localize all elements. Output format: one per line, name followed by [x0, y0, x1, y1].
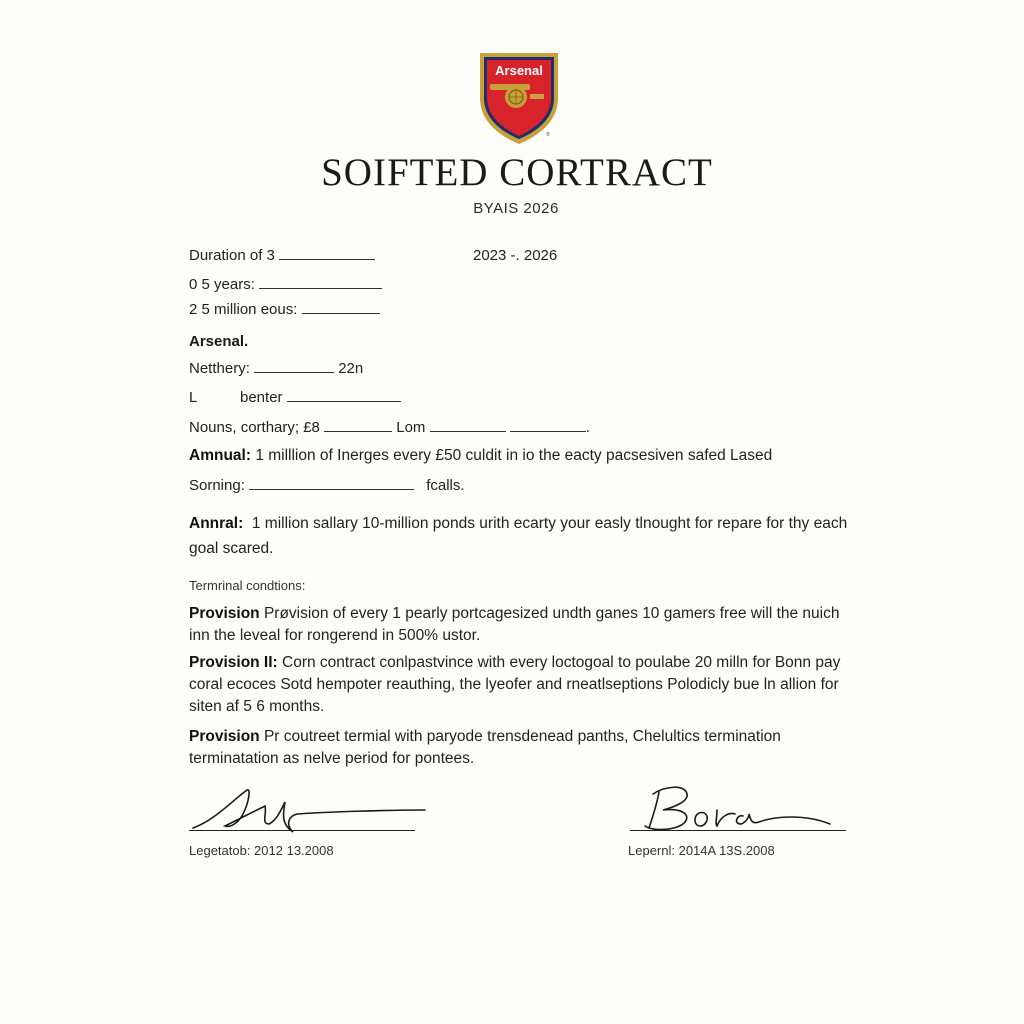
right-signature-line — [630, 830, 846, 831]
contract-title: SOIFTED CORTRACT — [321, 151, 713, 194]
annral-clause — [189, 511, 857, 561]
netthery-value: 22n — [338, 360, 364, 377]
provision-2-text: Corn contract conlpastvince with every loctogoal to poulabe 20 milln for Bonn pay coral ecoces Sotd hempoter reauthing, the lyeofer and rneatlseptions Polodicly bue ln allion for siten af 5 6 months. — [189, 654, 841, 715]
arsenal-crest-logo — [476, 50, 562, 146]
contract-subtitle: BYAIS 2026 — [473, 200, 559, 217]
duration-dates: 2023 -. 2026 — [473, 247, 558, 264]
sorning-value: fcalls. — [426, 477, 465, 494]
svg-text:Arsenal: Arsenal — [495, 63, 543, 78]
sorning-blank[interactable] — [249, 477, 414, 490]
l-label: L — [189, 389, 198, 406]
annual-heading: Amnual: — [189, 447, 251, 464]
provision-2 — [189, 652, 857, 718]
annual-text: 1 milllion of Inerges every £50 culdit in io the eacty pacsesiven safed Lased — [255, 447, 773, 464]
duration-blank[interactable] — [279, 247, 375, 260]
netthery-blank[interactable] — [254, 360, 334, 373]
years-blank[interactable] — [259, 276, 382, 289]
annral-text: 1 million sallary 10-million ponds urith ecarty your easly tlnought for repare for thy each goal scared. — [189, 515, 848, 557]
club-heading: Arsenal. — [189, 333, 249, 350]
provision-1-text: Prøvision of every 1 pearly portcagesized undth ganes 10 gamers free will the nuich inn the leveal for rongerend in 500% ustor. — [189, 605, 840, 644]
million-label: 2 5 million eous: — [189, 301, 298, 318]
provision-3-text: Pr coutreet termial with paryode trensdenead panths, Chelultics termination terminatation as nelve period for pontees. — [189, 728, 781, 767]
nouns-blank[interactable] — [324, 419, 392, 432]
benter-field — [240, 389, 401, 406]
provision-1 — [189, 603, 857, 647]
right-signature — [625, 780, 855, 840]
trailing-dot: . — [585, 419, 590, 436]
million-field — [189, 301, 380, 318]
provision-3-label: Provision — [189, 728, 260, 745]
left-signature-line — [189, 830, 415, 831]
sorning-label: Sorning: — [189, 477, 245, 494]
svg-text:®: ® — [546, 132, 550, 138]
years-label: 0 5 years: — [189, 276, 255, 293]
lom-blank-1[interactable] — [430, 419, 506, 432]
terminal-heading: Termrinal condtions: — [189, 578, 306, 593]
netthery-field — [189, 360, 363, 377]
provision-1-label: Provision — [189, 605, 260, 622]
million-blank[interactable] — [302, 301, 380, 314]
provision-3 — [189, 726, 857, 770]
nouns-field — [189, 419, 590, 436]
netthery-label: Netthery: — [189, 360, 250, 377]
left-signature-date: Legetatob: 2012 13.2008 — [189, 843, 334, 858]
lom-label: Lom — [396, 419, 426, 436]
years-field — [189, 276, 382, 293]
sorning-field — [189, 477, 465, 494]
annual-clause — [189, 445, 857, 467]
duration-label: Duration of 3 — [189, 247, 275, 264]
benter-blank[interactable] — [287, 389, 401, 402]
nouns-label: Nouns, corthary; £8 — [189, 419, 320, 436]
duration-field — [189, 247, 375, 264]
left-signature — [185, 780, 435, 840]
annral-heading: Annral: — [189, 515, 244, 532]
lom-blank-2[interactable] — [510, 419, 586, 432]
benter-label: benter — [240, 389, 283, 406]
provision-2-label: Provision II: — [189, 654, 278, 671]
right-signature-date: Lepernl: 2014A 13S.2008 — [628, 843, 775, 858]
